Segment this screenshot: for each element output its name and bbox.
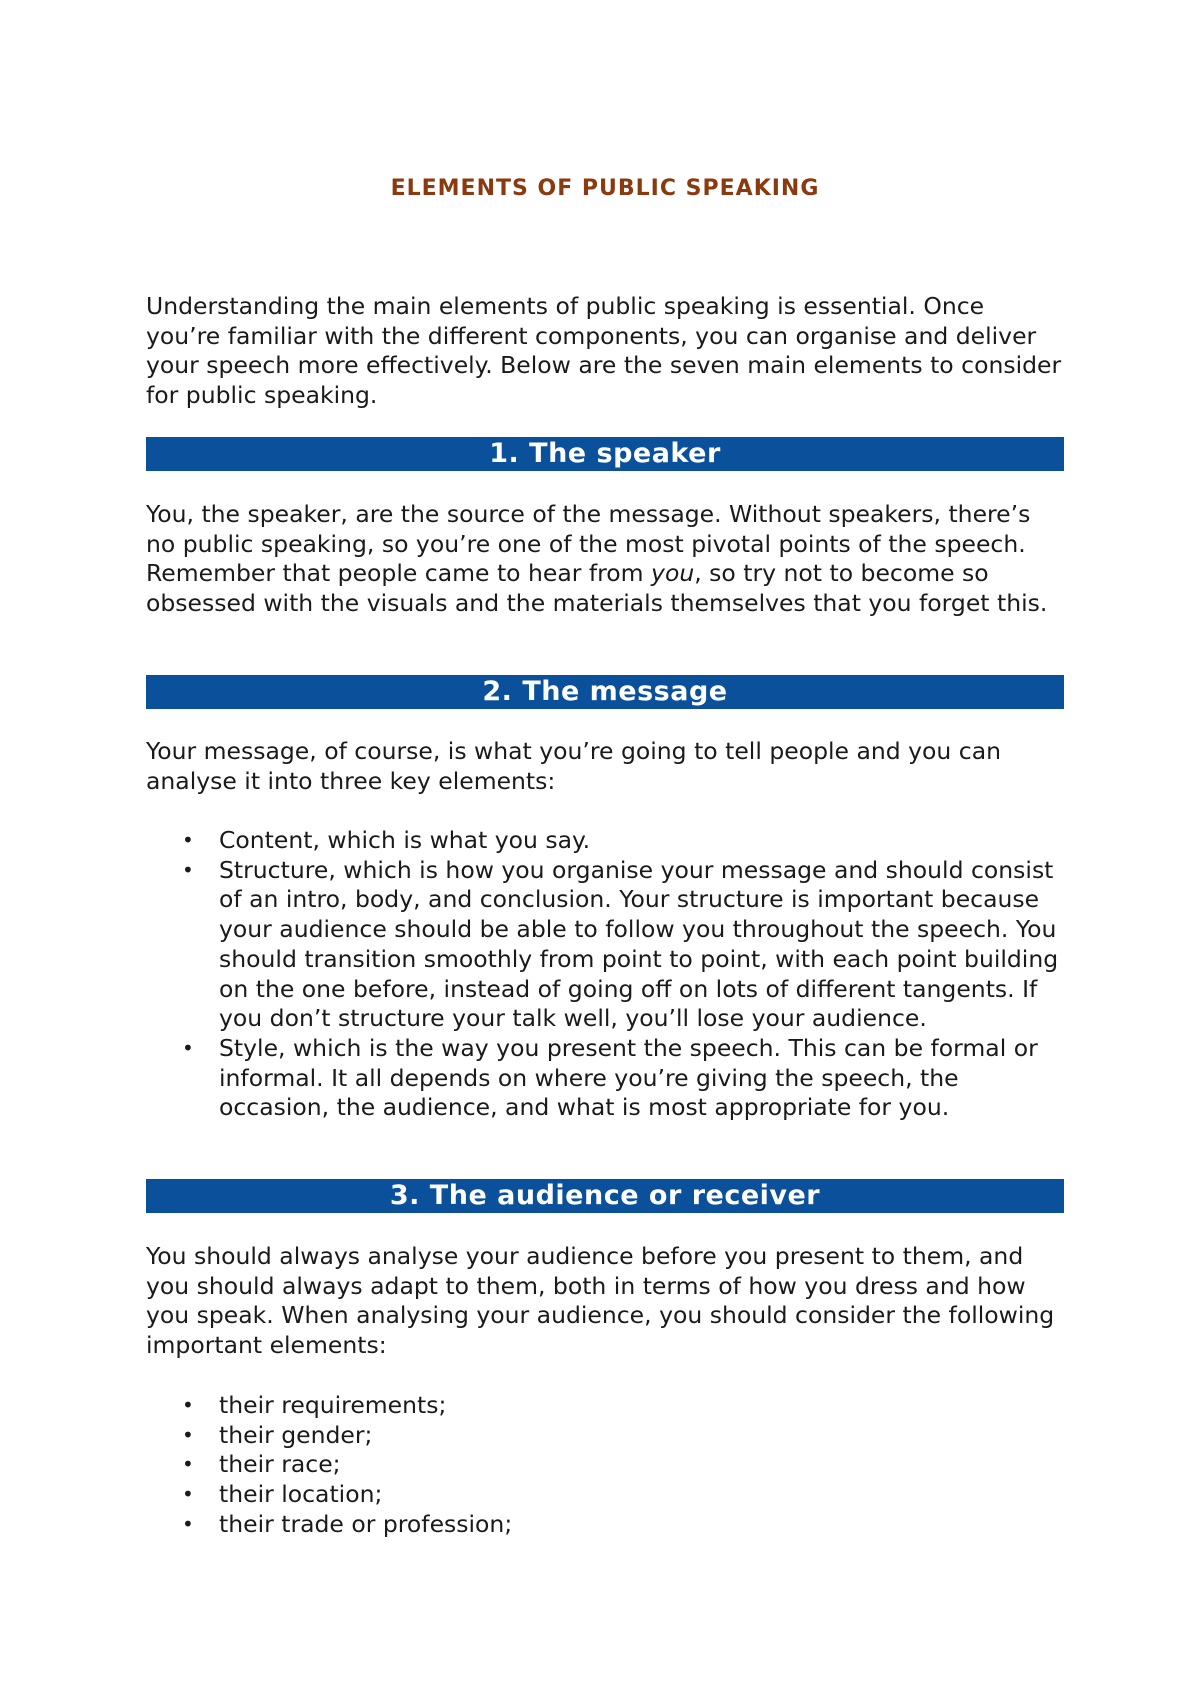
list-item [146,1391,1064,1421]
bullet-icon: • [182,1422,194,1447]
section-heading-audience: 3. The audience or receiver [146,1179,1064,1213]
bullet-icon: • [182,857,194,882]
list-item [146,856,1064,1034]
list-item-text: their requirements; [219,1391,447,1419]
list-item-text: their gender; [219,1420,373,1449]
speaker-paragraph-text-1: You, the speaker, are the source of the message. Without speakers, there’s no public speaking, so you’re one of the most pivotal points of the speech. Remember that people came to hear from [146,500,1031,588]
bullet-icon: • [182,1035,194,1060]
list-item [146,1450,1064,1480]
message-bullet-list [146,826,1064,1123]
list-item [146,1480,1064,1510]
list-item [146,1510,1064,1540]
document-title: ELEMENTS OF PUBLIC SPEAKING [390,176,820,201]
list-item-text: Content, which is what you say. [219,826,591,854]
bullet-icon: • [182,1393,194,1417]
speaker-paragraph [146,500,1064,619]
intro-paragraph: Understanding the main elements of public speaking is essential. Once you’re familiar with the different components, you can organise and deliver your speech more effectively. Below are the seven main elements to consider for public speaking. [146,292,1062,410]
bullet-icon: • [182,828,194,852]
list-item-text: Style, which is the way you present the speech. This can be formal or informal. It all depends on where you’re giving the speech, the occasion, the audience, and what is most appropriate for you. [219,1033,1038,1122]
list-item [146,1421,1064,1451]
section-heading-message: 2. The message [146,675,1064,709]
list-item-text: Structure, which is how you organise your message and should consist of an intro, body, and conclusion. Your structure is important because your audience should be able to follow you throughout the speech. You should transition smoothly from point to point, with each point building on the one before, instead of going off on lots of different tangents. If you don’t structure your talk well, you’ll lose your audience. [219,855,1059,1033]
list-item-text: their location; [219,1480,383,1509]
speaker-paragraph-emphasis: you [651,559,695,588]
message-paragraph: Your message, of course, is what you’re going to tell people and you can analyse it into three key elements: [146,737,1002,795]
bullet-icon: • [182,1482,194,1507]
section-heading-speaker: 1. The speaker [146,437,1064,471]
bullet-icon: • [182,1511,194,1536]
audience-bullet-list [146,1391,1064,1540]
speaker-paragraph-text-2: , so try not to become so obsessed with the visuals and the materials themselves that you forget this. [146,559,1048,618]
list-item-text: their trade or profession; [219,1509,513,1538]
list-item [146,826,1064,856]
audience-paragraph: You should always analyse your audience before you present to them, and you should always adapt to them, both in terms of how you dress and how you speak. When analysing your audience, you should consider the following important elements: [146,1242,1055,1360]
bullet-icon: • [182,1452,194,1477]
list-item [146,1034,1064,1123]
list-item-text: their race; [219,1450,341,1479]
